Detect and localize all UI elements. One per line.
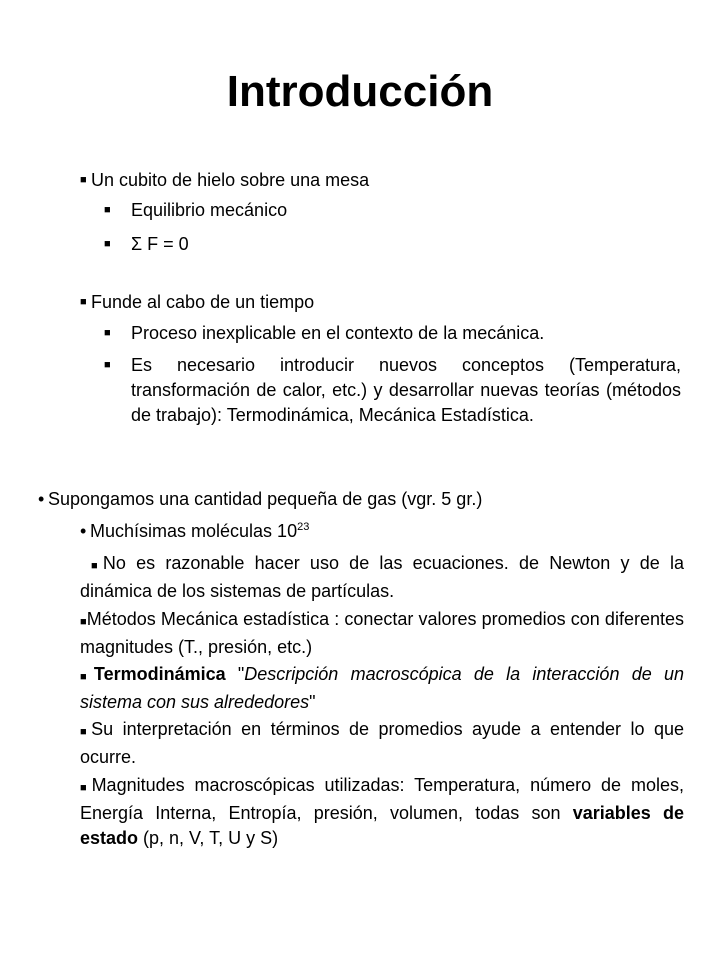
square-bullet-icon: ■ — [80, 616, 87, 628]
page-title: Introducción — [226, 67, 494, 116]
square-bullet-icon: ■ — [104, 238, 111, 250]
round-bullet-icon: • — [80, 521, 87, 541]
square-bullet-icon: ■ — [80, 174, 87, 186]
magnitudes-text: Magnitudes macroscópicas utilizadas: Temperatura, número de moles, Energía Interna, Entropía, presión, volumen, todas son — [80, 775, 684, 823]
termodinamica-quote-close: " — [309, 692, 316, 712]
metodos-text: Métodos Mecánica estadística : conectar valores promedios con diferentes magnitudes (T., presión, etc.) — [80, 609, 684, 657]
section1-sub1: Equilibrio mecánico — [131, 200, 288, 220]
section2-heading: Funde al cabo de un tiempo — [91, 292, 315, 312]
section1-heading: Un cubito de hielo sobre una mesa — [91, 170, 370, 190]
termodinamica-item — [80, 662, 684, 715]
variables-de-estado: variables de estado — [80, 803, 685, 848]
section2-sub2: Es necesario introducir nuevos conceptos (Temperatura, transformación de calor, etc.) y desarrollar nuevas teorías (métodos de trabajo): Termodinámica, Mecánica Estadística. — [131, 355, 681, 425]
square-bullet-icon: ■ — [104, 204, 111, 216]
metodos-item — [80, 607, 684, 660]
square-bullet-icon: ■ — [80, 726, 92, 738]
molecules-item — [90, 519, 650, 544]
section1-sub2: Σ F = 0 — [131, 234, 189, 254]
section3-heading: Supongamos una cantidad pequeña de gas (vgr. 5 gr.) — [48, 489, 483, 509]
interpretacion-item — [80, 717, 684, 770]
magnitudes-item — [80, 773, 684, 851]
section2-sub1: Proceso inexplicable en el contexto de la mecánica. — [131, 323, 545, 343]
magnitudes-list: (p, n, V, T, U y S) — [138, 828, 279, 848]
termodinamica-definition: Descripción macroscópica de la interacción de un sistema con sus alrededores — [80, 664, 685, 712]
square-bullet-icon: ■ — [80, 671, 94, 683]
square-bullet-icon: ■ — [80, 782, 92, 794]
molecules-exponent: 23 — [297, 521, 310, 533]
termodinamica-quote-open: " — [225, 664, 245, 684]
termodinamica-term: Termodinámica — [93, 664, 226, 684]
square-bullet-icon: ■ — [80, 296, 87, 308]
square-bullet-icon: ■ — [104, 359, 111, 371]
square-bullet-icon: ■ — [91, 560, 103, 572]
interpretacion-text: Su interpretación en términos de promedios ayude a entender lo que ocurre. — [80, 719, 684, 767]
newton-text: No es razonable hacer uso de las ecuaciones. de Newton y de la dinámica de los sistemas de partículas. — [80, 553, 684, 601]
round-bullet-icon: • — [38, 489, 45, 509]
molecules-text: Muchísimas moléculas 10 — [90, 521, 298, 541]
newton-item — [80, 551, 684, 604]
square-bullet-icon: ■ — [104, 327, 111, 339]
